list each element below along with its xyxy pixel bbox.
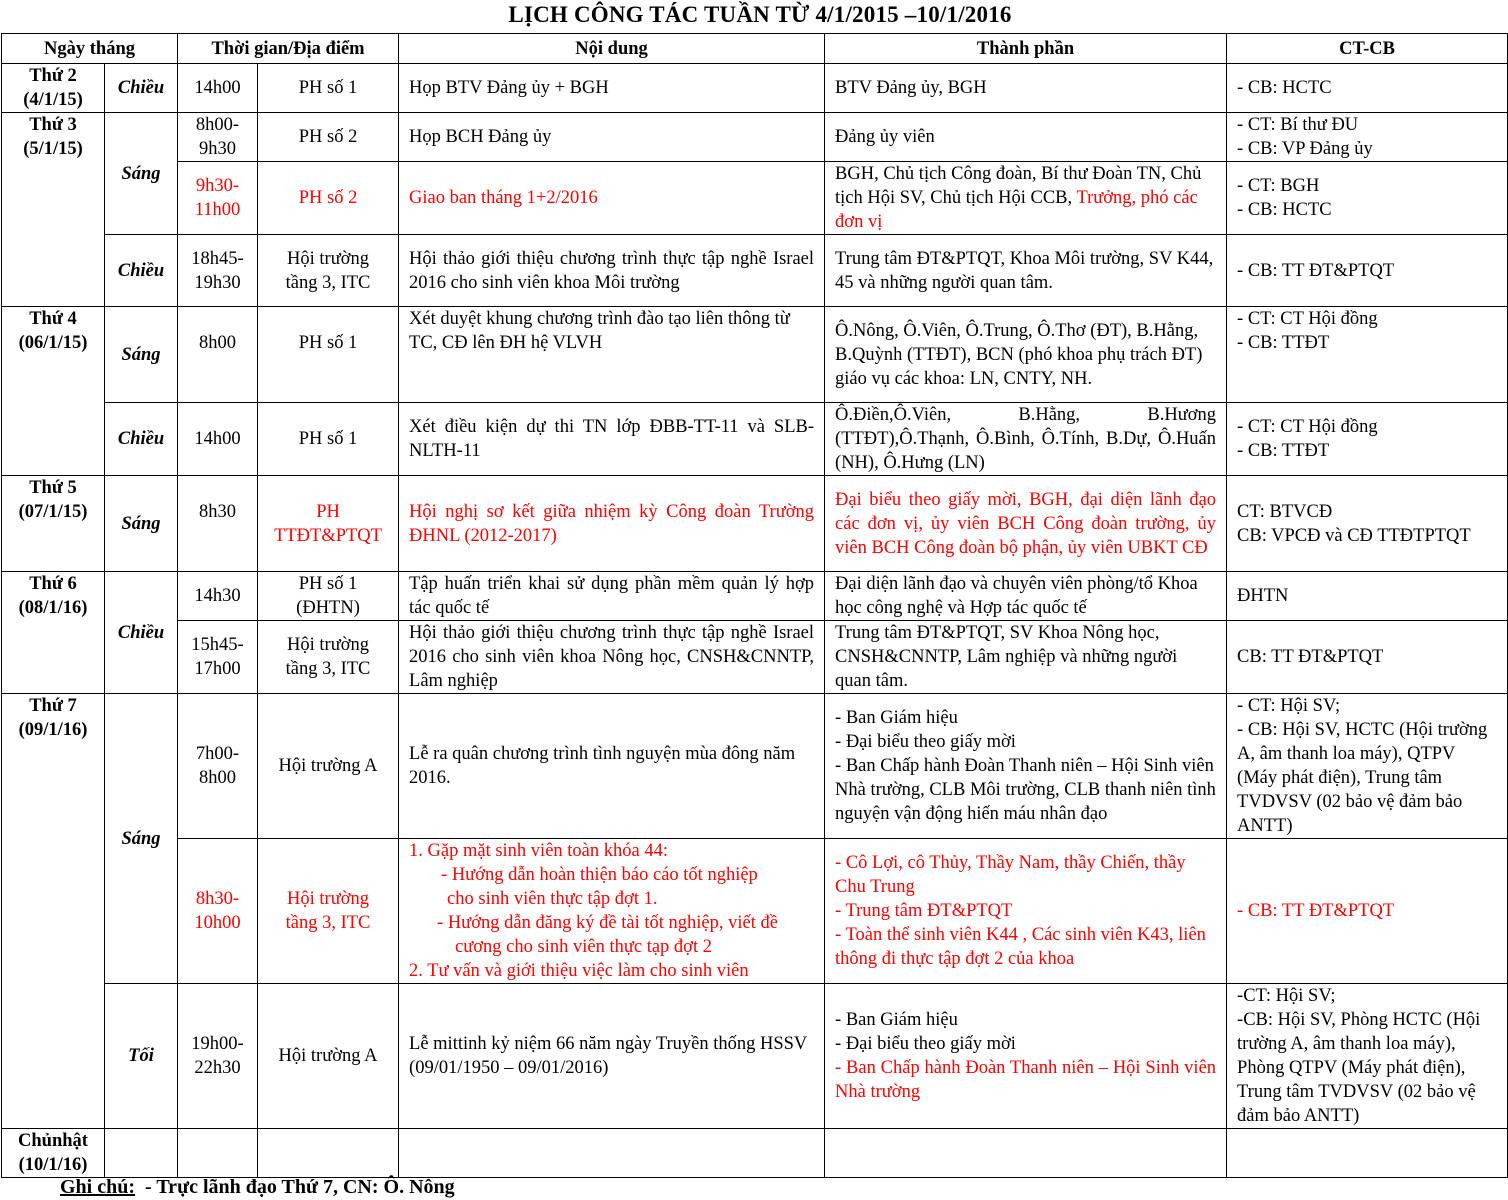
session-cell: Chiều: [105, 572, 178, 694]
header-ctcb: CT-CB: [1227, 34, 1508, 64]
place-line: Hội trường: [287, 635, 370, 655]
content-line: cho sinh viên thực tập đợt 1.: [447, 889, 658, 909]
members-line-highlight: - Ban Chấp hành Đoàn Thanh niên – Hội Sinh viên Nhà trường: [835, 1058, 1217, 1102]
place-cell: PH số 1: [258, 307, 399, 403]
members-cell: Đại biểu theo giấy mời, BGH, đại diện lãnh đạo các đơn vị, ủy viên BCH Công đoàn trường, ủy viên BCH Công đoàn bộ phận, ủy viên UBKT CĐ: [825, 476, 1227, 572]
session-cell: Chiều: [105, 403, 178, 476]
header-date: Ngày tháng: [2, 34, 178, 64]
time-end: 17h00: [194, 659, 241, 679]
session-cell: Sáng: [105, 113, 178, 235]
members-cell: Trung tâm ĐT&PTQT, SV Khoa Nông học, CNSH&CNNTP, Lâm nghiệp và những người quan tâm.: [825, 621, 1227, 694]
members-cell: [825, 839, 1227, 984]
place-cell: [258, 1129, 399, 1178]
place-cell: [258, 235, 399, 307]
content-cell: Hội thảo giới thiệu chương trình thực tập nghề Israel 2016 cho sinh viên khoa Nông học, CNSH&CNNTP, Lâm nghiệp: [399, 621, 825, 694]
members-line: - Đại biểu theo giấy mời: [835, 732, 1016, 752]
members-text-highlight: Trưởng, phó các đơn vị: [835, 188, 1198, 232]
header-time-place: Thời gian/Địa điểm: [178, 34, 399, 64]
place-cell: Hội trường A: [258, 984, 399, 1129]
ctcb-line: - CT: CT Hội đồng: [1237, 309, 1378, 329]
time-end: 11h00: [194, 200, 241, 220]
members-cell: [825, 162, 1227, 235]
ctcb-line: - CT: Bí thư ĐU: [1237, 115, 1359, 135]
members-cell: Ô.Nông, Ô.Viên, Ô.Trung, Ô.Thơ (ĐT), B.Hằng, B.Quỳnh (TTĐT), BCN (phó khoa phụ trách ĐT) giáo vụ các khoa: LN, CNTY, NH.: [825, 307, 1227, 403]
members-cell: [825, 1129, 1227, 1178]
time-end: 10h00: [194, 913, 241, 933]
ctcb-line: - CB: VP Đảng ủy: [1237, 139, 1373, 159]
header-content: Nội dung: [399, 34, 825, 64]
day-cell: [2, 1129, 105, 1178]
table-row: [2, 694, 1508, 839]
ctcb-line: -CB: Hội SV, Phòng HCTC (Hội trường A, âm thanh loa máy), Phòng QTPV (Máy phát điện), Trung tâm TVDVSV (02 bảo vệ đảm bảo ANTT): [1237, 1010, 1481, 1126]
day-cell: [2, 64, 105, 113]
members-cell: [825, 694, 1227, 839]
ctcb-line: - CB: TTĐT: [1237, 441, 1330, 461]
place-line: Hội trường: [287, 248, 370, 269]
time-cell: 8h30: [178, 476, 258, 572]
table-row: [2, 572, 1508, 621]
table-row: [2, 1129, 1508, 1178]
content-cell: Hội thảo giới thiệu chương trình thực tập nghề Israel 2016 cho sinh viên khoa Môi trường: [399, 235, 825, 307]
content-line: cương cho sinh viên thực tạp đợt 2: [455, 937, 712, 957]
day-date: (09/1/16): [18, 720, 88, 740]
ctcb-cell: [1227, 476, 1508, 572]
session-cell: [105, 1129, 178, 1178]
place-cell: [258, 839, 399, 984]
members-cell: Trung tâm ĐT&PTQT, Khoa Môi trường, SV K44, 45 và những người quan tâm.: [825, 235, 1227, 307]
time-cell: [178, 621, 258, 694]
table-row: [2, 621, 1508, 694]
place-cell: [258, 572, 399, 621]
ctcb-cell: - CB: TT ĐT&PTQT: [1227, 839, 1508, 984]
ctcb-cell: [1227, 307, 1508, 403]
time-start: 15h45-: [191, 635, 244, 655]
day-date: (06/1/15): [18, 333, 88, 353]
content-cell: Lễ mittinh kỷ niệm 66 năm ngày Truyền thống HSSV (09/01/1950 – 09/01/2016): [399, 984, 825, 1129]
time-end: 19h30: [194, 272, 241, 293]
time-end: 9h30: [199, 139, 237, 159]
time-start: 7h00-: [195, 744, 240, 764]
content-line: - Hướng dẫn hoàn thiện báo cáo tốt nghiệp: [441, 865, 758, 885]
time-cell: [178, 162, 258, 235]
members-text: BGH, Chủ tịch Công đoàn, Bí thư Đoàn TN, Chủ tịch Hội SV, Chủ tịch Hội CCB,: [835, 164, 1202, 208]
content-cell: Họp BTV Đảng ủy + BGH: [399, 64, 825, 113]
day-cell: [2, 572, 105, 694]
time-cell: [178, 694, 258, 839]
place-cell: PH số 1: [258, 403, 399, 476]
schedule-table: [1, 33, 1508, 1178]
ctcb-cell: ĐHTN: [1227, 572, 1508, 621]
day-date: (4/1/15): [23, 90, 83, 110]
day-name: Thứ 3: [29, 115, 77, 135]
ctcb-cell: [1227, 113, 1508, 162]
session-cell: Sáng: [105, 307, 178, 403]
time-start: 8h30-: [195, 889, 240, 909]
day-name: Thứ 2: [29, 66, 77, 86]
ctcb-cell: [1227, 403, 1508, 476]
day-cell: [2, 694, 105, 1129]
day-cell: [2, 307, 105, 476]
page-title: LỊCH CÔNG TÁC TUẦN TỪ 4/1/2015 –10/1/2016: [508, 2, 1012, 27]
place-line: Hội trường: [287, 889, 370, 909]
place-cell: Hội trường A: [258, 694, 399, 839]
content-cell: Tập huấn triển khai sử dụng phần mềm quản lý hợp tác quốc tế: [399, 572, 825, 621]
place-line: PH số 1: [298, 574, 358, 594]
session-cell: Tối: [105, 984, 178, 1129]
place-line: tầng 3, ITC: [285, 272, 371, 293]
members-line: - Trung tâm ĐT&PTQT: [835, 901, 1013, 921]
members-line: - Ban Giám hiệu: [835, 1010, 958, 1030]
day-cell: [2, 113, 105, 307]
ctcb-line: -CT: Hội SV;: [1237, 986, 1336, 1006]
time-cell: [178, 984, 258, 1129]
members-line: - Ban Giám hiệu: [835, 708, 958, 728]
session-cell: Sáng: [105, 694, 178, 984]
table-row: [2, 113, 1508, 162]
members-cell: [825, 984, 1227, 1129]
content-cell: Xét điều kiện dự thi TN lớp ĐBB-TT-11 và SLB-NLTH-11: [399, 403, 825, 476]
content-line: 1. Gặp mặt sinh viên toàn khóa 44:: [409, 841, 668, 861]
time-cell: [178, 839, 258, 984]
ctcb-line: CB: VPCĐ và CĐ TTĐTPTQT: [1237, 525, 1471, 546]
ctcb-cell: CB: TT ĐT&PTQT: [1227, 621, 1508, 694]
ctcb-cell: - CB: TT ĐT&PTQT: [1227, 235, 1508, 307]
table-row: [2, 984, 1508, 1129]
ctcb-line: - CB: HCTC: [1237, 200, 1332, 220]
content-line: - Hướng dẫn đăng ký đề tài tốt nghiệp, viết đề: [437, 913, 778, 933]
day-date: (5/1/15): [23, 139, 83, 159]
time-start: 18h45-: [191, 248, 244, 269]
content-cell: [399, 1129, 825, 1178]
place-line: (ĐHTN): [296, 598, 360, 618]
members-line: - Đại biểu theo giấy mời: [835, 1034, 1016, 1054]
time-cell: [178, 113, 258, 162]
session-cell: Chiều: [105, 64, 178, 113]
ctcb-cell: [1227, 162, 1508, 235]
ctcb-line: - CB: TTĐT: [1237, 333, 1330, 353]
content-cell: Lễ ra quân chương trình tình nguyện mùa đông năm 2016.: [399, 694, 825, 839]
time-cell: 14h30: [178, 572, 258, 621]
day-name: Thứ 7: [29, 696, 77, 716]
content-line: 2. Tư vấn và giới thiệu việc làm cho sinh viên: [409, 961, 749, 981]
time-cell: [178, 235, 258, 307]
place-cell: [258, 621, 399, 694]
day-date: (10/1/16): [18, 1155, 88, 1175]
place-line: tầng 3, ITC: [285, 913, 371, 933]
ctcb-line: - CT: Hội SV;: [1237, 696, 1341, 716]
members-cell: Ô.Điền,Ô.Viên, B.Hằng, B.Hương (TTĐT),Ô.Thạnh, Ô.Bình, Ô.Tính, B.Dự, Ô.Huấn (NH), Ô.Hưng (LN): [825, 403, 1227, 476]
ctcb-cell: [1227, 694, 1508, 839]
table-row: [2, 307, 1508, 403]
ctcb-cell: - CB: HCTC: [1227, 64, 1508, 113]
day-name: Thứ 6: [29, 574, 77, 594]
day-name: Thứ 4: [29, 309, 77, 329]
ctcb-line: CT: BTVCĐ: [1237, 501, 1333, 522]
time-cell: [178, 1129, 258, 1178]
place-cell: PH số 1: [258, 64, 399, 113]
header-row: [2, 34, 1508, 64]
footnote: [60, 1176, 455, 1199]
time-start: 9h30-: [195, 176, 240, 196]
ctcb-line: - CT: CT Hội đồng: [1237, 417, 1378, 437]
time-end: 8h00: [199, 768, 237, 788]
members-cell: Đại diện lãnh đạo và chuyên viên phòng/tổ Khoa học công nghệ và Hợp tác quốc tế: [825, 572, 1227, 621]
footnote-label: Ghi chú:: [60, 1176, 136, 1198]
ctcb-cell: [1227, 1129, 1508, 1178]
members-line: - Cô Lợi, cô Thủy, Thầy Nam, thầy Chiến, thầy Chu Trung: [835, 853, 1186, 897]
place-line: tầng 3, ITC: [285, 659, 371, 679]
time-cell: 14h00: [178, 64, 258, 113]
content-cell: [399, 839, 825, 984]
table-row: [2, 403, 1508, 476]
day-date: (08/1/16): [18, 598, 88, 618]
day-name: Chủnhật: [18, 1131, 88, 1151]
place-cell: [258, 476, 399, 572]
ctcb-line: - CB: Hội SV, HCTC (Hội trường A, âm thanh loa máy), QTPV (Máy phát điện), Trung tâm TVDVSV (02 bảo vệ đảm bảo ANTT): [1237, 720, 1488, 836]
time-end: 22h30: [194, 1058, 241, 1078]
footnote-text: - Trực lãnh đạo Thứ 7, CN: Ô. Nông: [135, 1176, 455, 1198]
session-cell: Chiều: [105, 235, 178, 307]
place-cell: PH số 2: [258, 113, 399, 162]
members-line: - Ban Chấp hành Đoàn Thanh niên – Hội Sinh viên Nhà trường, CLB Môi trường, CLB thanh niên tình nguyện vận động hiến máu nhân đạo: [835, 756, 1216, 824]
header-members: Thành phần: [825, 34, 1227, 64]
place-cell: PH số 2: [258, 162, 399, 235]
members-line: - Toàn thể sinh viên K44 , Các sinh viên K43, liên thông đi thực tập đợt 2 của khoa: [835, 925, 1206, 969]
content-cell: Xét duyệt khung chương trình đào tạo liên thông từ TC, CĐ lên ĐH hệ VLVH: [399, 307, 825, 403]
place-line: TTĐT&PTQT: [274, 525, 382, 546]
content-cell: Giao ban tháng 1+2/2016: [399, 162, 825, 235]
table-row: [2, 235, 1508, 307]
table-row: [2, 839, 1508, 984]
day-name: Thứ 5: [29, 478, 77, 498]
time-start: 8h00-: [195, 115, 240, 135]
members-cell: Đảng ủy viên: [825, 113, 1227, 162]
place-line: PH: [316, 501, 340, 522]
ctcb-line: - CT: BGH: [1237, 176, 1320, 196]
content-cell: Hội nghị sơ kết giữa nhiệm kỳ Công đoàn Trường ĐHNL (2012-2017): [399, 476, 825, 572]
ctcb-cell: [1227, 984, 1508, 1129]
table-row: [2, 64, 1508, 113]
day-date: (07/1/15): [18, 502, 88, 522]
content-cell: Họp BCH Đảng ủy: [399, 113, 825, 162]
time-start: 19h00-: [191, 1034, 244, 1054]
day-cell: [2, 476, 105, 572]
table-row: [2, 162, 1508, 235]
session-cell: Sáng: [105, 476, 178, 572]
time-cell: 14h00: [178, 403, 258, 476]
table-row: [2, 476, 1508, 572]
members-cell: BTV Đảng ủy, BGH: [825, 64, 1227, 113]
time-cell: 8h00: [178, 307, 258, 403]
